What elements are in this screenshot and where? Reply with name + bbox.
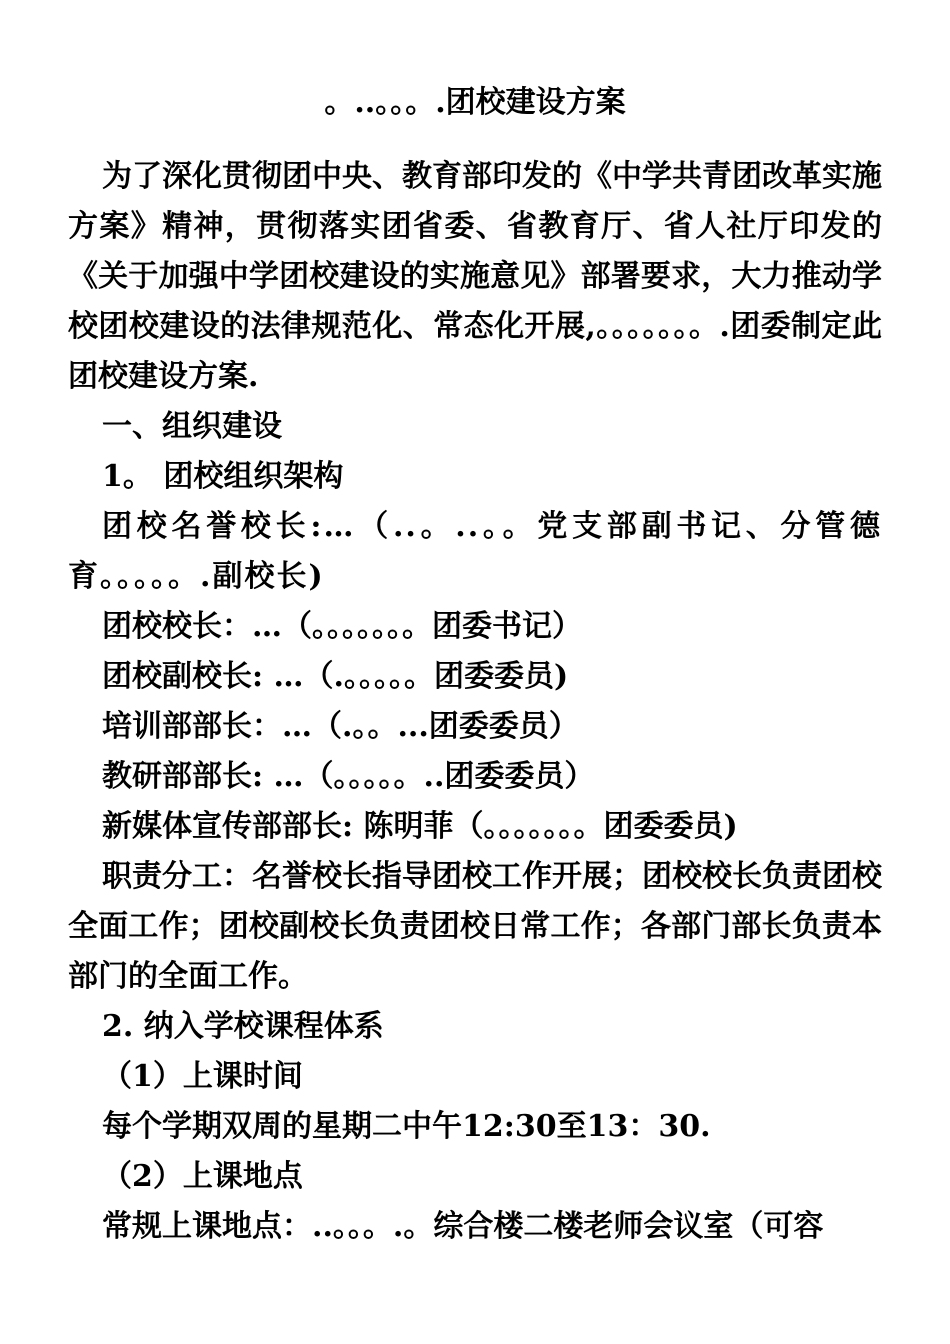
document-title: 。..。。。.团校建设方案 bbox=[324, 85, 626, 120]
paragraph-research-head: 教研部部长: …（。。。。。..团委委员） bbox=[102, 759, 595, 794]
paragraph-training-head: 培训部部长：…（.。。...团委委员） bbox=[102, 709, 579, 744]
subsection-heading-curriculum: 2. 纳入学校课程体系 bbox=[102, 1009, 384, 1044]
subsection-heading-structure: 1。 团校组织架构 bbox=[102, 459, 344, 494]
item-heading-class-location: （2）上课地点 bbox=[102, 1159, 303, 1194]
document-body bbox=[68, 152, 882, 1252]
paragraph-principal: 团校校长：…（。。。。。。。团委书记） bbox=[102, 609, 582, 644]
section-heading-organization: 一、组织建设 bbox=[102, 409, 282, 444]
paragraph-responsibilities: 职责分工：名誉校长指导团校工作开展；团校校长负责团校全面工作；团校副校长负责团校日常工作；各部门部长负责本部门的全面工作。 bbox=[68, 859, 882, 994]
paragraph-vice-principal: 团校副校长: …（.。。。。。团委委员) bbox=[102, 659, 569, 694]
paragraph-intro: 为了深化贯彻团中央、教育部印发的《中学共青团改革实施方案》精神，贯彻落实团省委、省教育厅、省人社厅印发的《关于加强中学团校建设的实施意见》部署要求，大力推动学校团校建设的法律规范化、常态化开展,。。。。。。。.团委制定此团校建设方案. bbox=[68, 159, 882, 394]
paragraph-class-location: 常规上课地点：..。。。.。综合楼二楼老师会议室（可容 bbox=[102, 1209, 824, 1244]
paragraph-class-time: 每个学期双周的星期二中午12:30至13：30. bbox=[102, 1109, 711, 1144]
paragraph-honorary-principal: 团校名誉校长:…（..。..。。党支部副书记、分管德育。。。。。.副校长) bbox=[68, 509, 882, 594]
item-heading-class-time: （1）上课时间 bbox=[102, 1059, 303, 1094]
paragraph-media-head: 新媒体宣传部部长: 陈明菲（。。。。。。。团委委员) bbox=[102, 809, 738, 844]
